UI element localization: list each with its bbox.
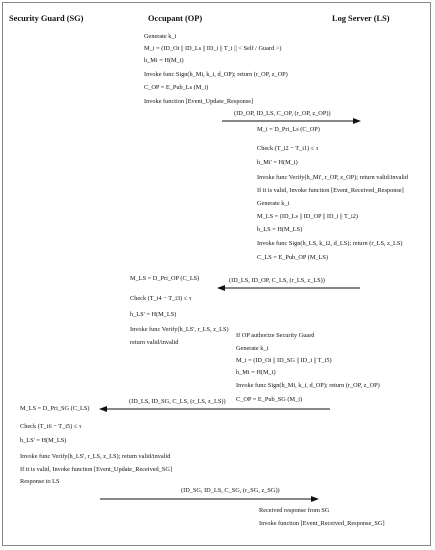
op2-line: Invoke func Verify(h_LS', r_LS, z_LS): [130, 326, 229, 333]
ls1-line: Invoke func Verify(h_Mi', r_OP, z_OP); return valid/invalid: [257, 174, 409, 181]
op1-line: Invoke func Sign(h_Mi, k_i, d_OP); return (r_OP, z_OP): [144, 71, 288, 78]
message-3-label: (ID_LS, ID_SG, C_LS, (r_LS, z_LS)): [129, 398, 226, 405]
op1-line: C_OP = E_Pub_Ls (M_i): [144, 84, 209, 91]
header-occupant: Occupant (OP): [148, 14, 203, 23]
message-4-label: (ID_SG, ID_LS, C_SG, (r_SG, z_SG)): [181, 487, 280, 494]
op3-line: M_i = (ID_Oi || ID_SG || ID_i || T_i5): [236, 357, 332, 364]
op1-line: h_Mi = H(M_i): [144, 57, 184, 64]
ls1-line: Generate k_i: [257, 200, 290, 207]
ls1-line: h_LS = H(M_LS): [257, 226, 303, 233]
message-2-label: (ID_LS, ID_OP, C_LS, (r_LS, z_LS)): [229, 277, 325, 284]
ls2-line: Received response from SG: [259, 507, 330, 514]
op3-line: Invoke func Sign(h_Mi, k_i, d_OP); return (r_OP, z_OP): [236, 382, 380, 389]
header-log-server: Log Server (LS): [332, 14, 390, 23]
ls1-line: M_LS = (ID_Ls || ID_OP || ID_i || T_i2): [257, 213, 359, 220]
op2-line: return valid/invalid: [130, 339, 179, 346]
sg-line: M_LS = D_Pri_SG (C_LS): [20, 405, 90, 412]
sg-line: Response to LS: [20, 478, 60, 485]
op3-line: C_OP = E_Pub_SG (M_i): [236, 396, 303, 403]
sg-line: Check (T_i6 − T_i5) ≤ τ: [20, 423, 82, 430]
header-security-guard: Security Guard (SG): [9, 14, 84, 23]
op1-line: Invoke function [Event_Update_Response]: [144, 98, 254, 105]
op2-line: M_LS = D_Pri_OP (C_LS): [130, 275, 200, 282]
ls2-line: Invoke function [Event_Received_Response_SG]: [259, 520, 385, 527]
op3-line: If OP authorize Security Guard: [236, 332, 315, 339]
op1-line: Generate k_i: [144, 33, 177, 40]
op2-line: h_LS' = H(M_LS): [130, 311, 177, 318]
message-1-label: (ID_OP, ID_LS, C_OP, (r_OP, z_OP)): [234, 110, 331, 117]
op3-line: h_Mi = H(M_i): [236, 369, 276, 376]
sg-line: Invoke func Verify(h_LS', r_LS, z_LS); return valid/invalid: [20, 453, 171, 460]
ls1-line: Check (T_i2 − T_i1) ≤ τ: [257, 145, 319, 152]
sg-line: If it is valid, Invoke function [Event_Update_Received_SG]: [20, 466, 172, 473]
ls1-line: h_Mi' = H(M_i): [257, 159, 298, 166]
sg-line: h_LS' = H(M_LS): [20, 437, 67, 444]
op1-line: M_i = (ID_Oi || ID_Ls || ID_i || T_i || < Self / Guard >): [144, 45, 282, 52]
ls1-line: C_LS = E_Pub_OP (M_LS): [257, 254, 329, 261]
ls1-line: If it is valid, Invoke function [Event_Received_Response]: [257, 187, 404, 194]
ls1-line: M_i = D_Pri_Ls (C_OP): [257, 126, 320, 133]
op2-line: Check (T_i4 − T_i3) ≤ τ: [130, 295, 192, 302]
ls1-line: Invoke func Sign(h_LS, k_i2, d_LS); return (r_LS, z_LS): [257, 240, 403, 247]
op3-line: Generate k_i: [236, 345, 269, 352]
